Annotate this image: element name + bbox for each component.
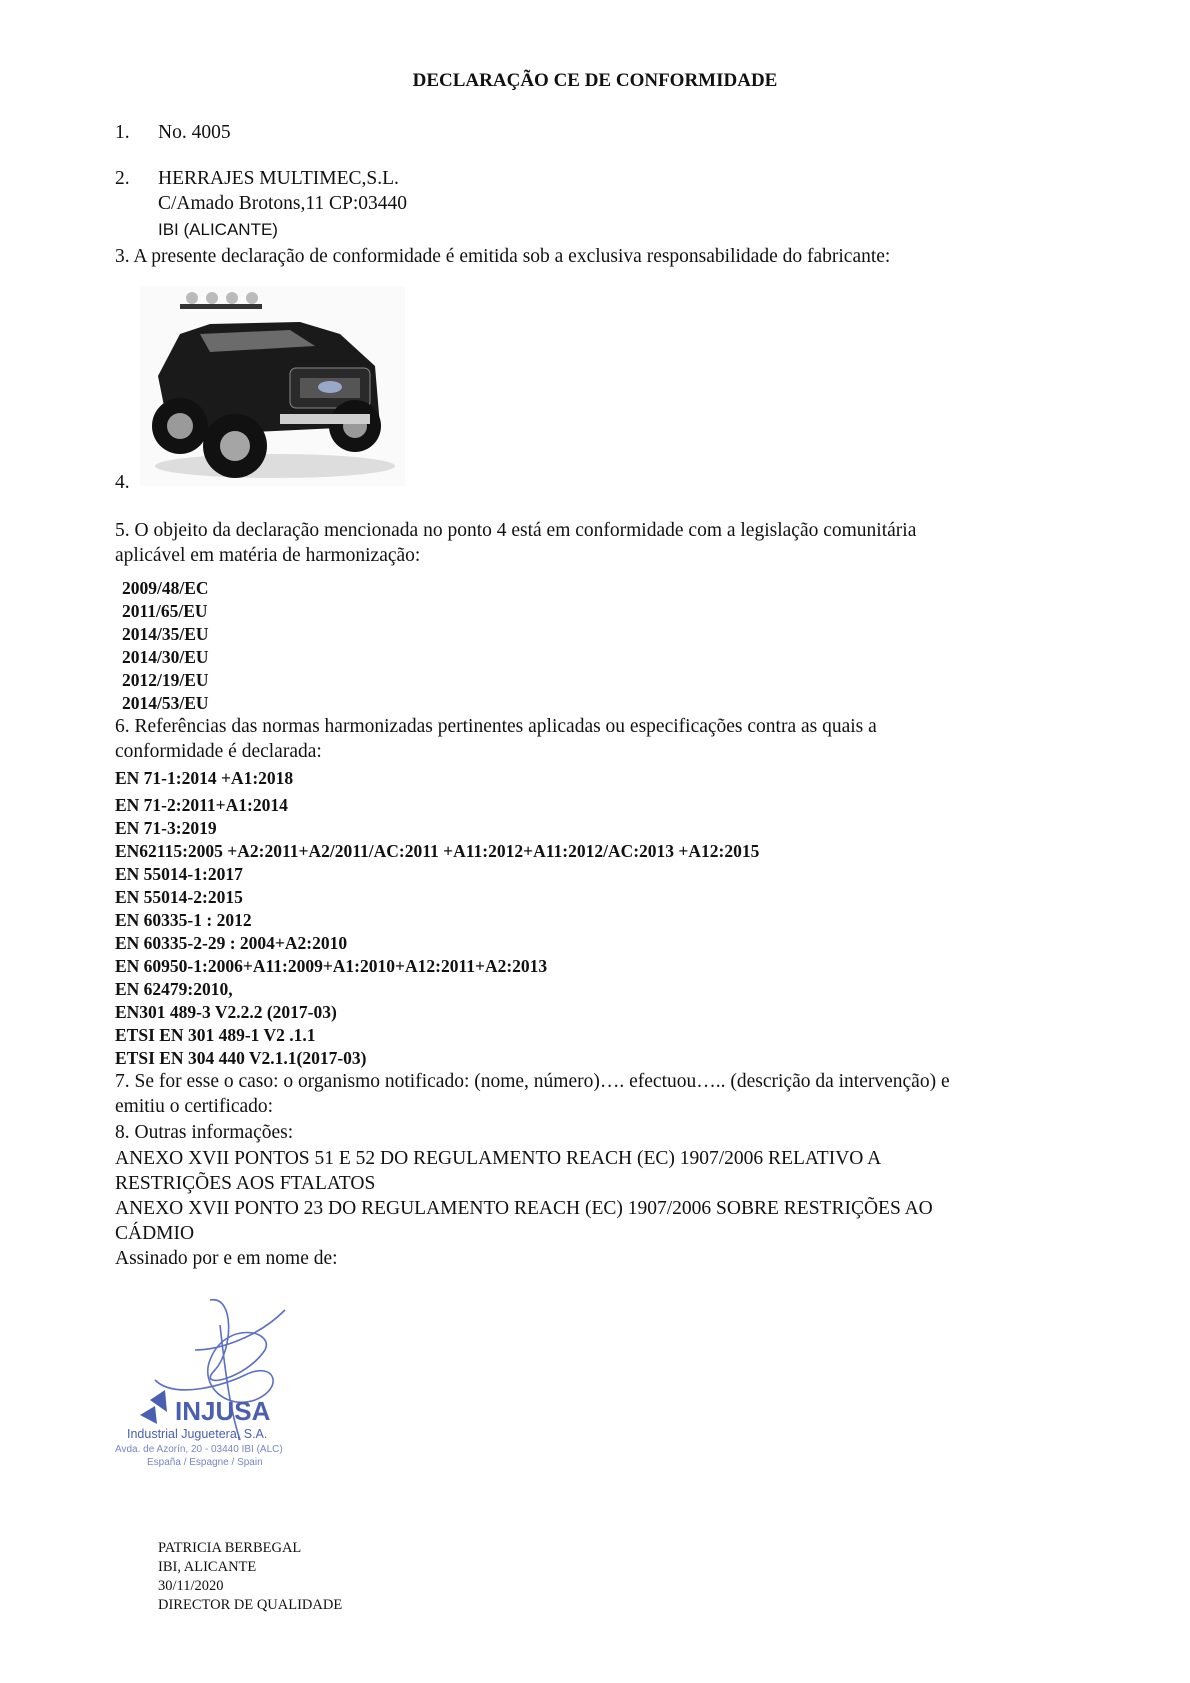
standard: EN 62479:2010,: [115, 979, 233, 999]
directive: 2014/30/EU: [122, 647, 209, 667]
signed-by-label: Assinado por e em nome de:: [115, 1248, 338, 1269]
directive: 2014/53/EU: [122, 693, 209, 713]
stamp-address: Avda. de Azorín, 20 - 03440 IBI (ALC): [115, 1444, 283, 1455]
item-7-text-line2: emitiu o certificado:: [115, 1096, 274, 1117]
signature-date: 30/11/2020: [158, 1578, 224, 1594]
company-stamp-and-signature: [115, 1290, 345, 1480]
standard: ETSI EN 304 440 V2.1.1(2017-03): [115, 1048, 367, 1068]
signatory-role: DIRECTOR DE QUALIDADE: [158, 1597, 343, 1613]
item-6-text-line1: 6. Referências das normas harmonizadas pertinentes aplicadas ou especificações contra as quais a: [115, 716, 877, 737]
standard: EN 60950-1:2006+A11:2009+A1:2010+A12:2011+A2:2013: [115, 956, 548, 976]
company-name: HERRAJES MULTIMEC,S.L.: [158, 168, 399, 189]
standard: EN 71-1:2014 +A1:2018: [115, 768, 294, 788]
standard: EN 55014-1:2017: [115, 864, 243, 884]
company-city: IBI (ALICANTE): [158, 220, 278, 239]
item-number-2: 2.: [115, 168, 130, 189]
product-image-ride-on-truck: [140, 286, 405, 486]
item-6-text-line2: conformidade é declarada:: [115, 741, 322, 762]
signatory-place: IBI, ALICANTE: [158, 1559, 257, 1575]
stamp-company: Industrial Juguetera, S.A.: [127, 1427, 268, 1441]
item-number-1: 1.: [115, 122, 130, 143]
directive: 2009/48/EC: [122, 578, 209, 598]
annex-1-line2: RESTRIÇÕES AOS FTALATOS: [115, 1173, 376, 1194]
standard: EN 60335-2-29 : 2004+A2:2010: [115, 933, 348, 953]
standard: EN62115:2005 +A2:2011+A2/2011/AC:2011 +A11:2012+A11:2012/AC:2013 +A12:2015: [115, 841, 760, 861]
item-5-text-line2: aplicável em matéria de harmonização:: [115, 545, 421, 566]
item-8-heading: 8. Outras informações:: [115, 1122, 294, 1143]
standard: EN301 489-3 V2.2.2 (2017-03): [115, 1002, 337, 1022]
declaration-number: No. 4005: [158, 122, 231, 143]
annex-2-line1: ANEXO XVII PONTO 23 DO REGULAMENTO REACH (EC) 1907/2006 SOBRE RESTRIÇÕES AO: [115, 1198, 933, 1219]
annex-2-line2: CÁDMIO: [115, 1223, 195, 1244]
item-7-text-line1: 7. Se for esse o caso: o organismo notificado: (nome, número)…. efectuou….. (descrição da intervenção) e: [115, 1071, 950, 1092]
directive: 2014/35/EU: [122, 624, 209, 644]
annex-1-line1: ANEXO XVII PONTOS 51 E 52 DO REGULAMENTO REACH (EC) 1907/2006 RELATIVO A: [115, 1148, 882, 1169]
stamp-brand: INJUSA: [175, 1396, 271, 1426]
item-3-text: 3. A presente declaração de conformidade é emitida sob a exclusiva responsabilidade do fabricante:: [115, 246, 891, 267]
item-5-text-line1: 5. O objeito da declaração mencionada no ponto 4 está em conformidade com a legislação comunitária: [115, 520, 917, 541]
standard: ETSI EN 301 489-1 V2 .1.1: [115, 1025, 316, 1045]
standard: EN 71-2:2011+A1:2014: [115, 795, 288, 815]
signatory-name: PATRICIA BERBEGAL: [158, 1540, 302, 1556]
standard: EN 71-3:2019: [115, 818, 217, 838]
standard: EN 60335-1 : 2012: [115, 910, 252, 930]
item-number-4: 4.: [115, 472, 130, 493]
company-address: C/Amado Brotons,11 CP:03440: [158, 193, 408, 214]
stamp-country: España / Espagne / Spain: [147, 1457, 263, 1468]
standard: EN 55014-2:2015: [115, 887, 243, 907]
directive: 2011/65/EU: [122, 601, 208, 621]
directive: 2012/19/EU: [122, 670, 209, 690]
document-title: DECLARAÇÃO CE DE CONFORMIDADE: [412, 70, 778, 91]
